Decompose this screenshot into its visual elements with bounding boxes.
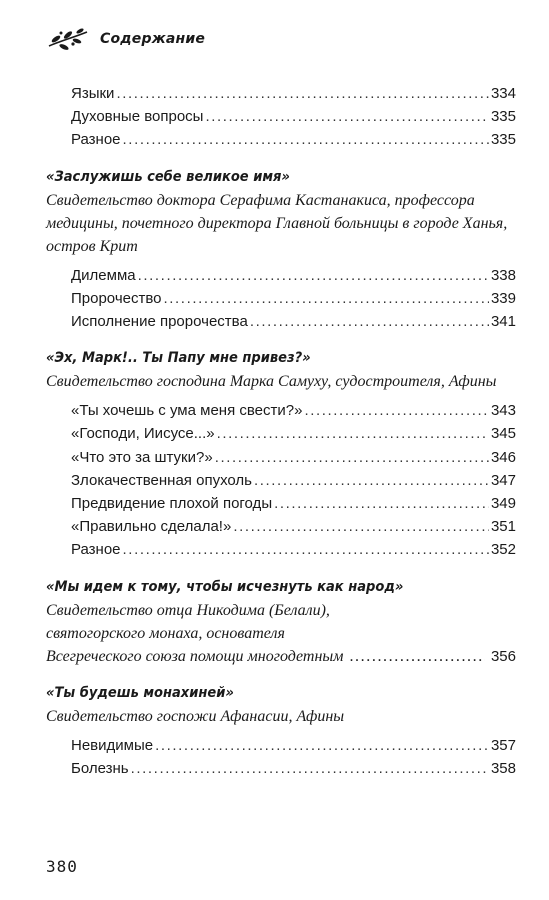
- toc-page-number: 343: [490, 402, 516, 420]
- dot-leader: [123, 538, 489, 561]
- toc-section: [46, 682, 516, 780]
- dot-leader: [155, 734, 489, 757]
- toc-page-number: 352: [490, 541, 516, 559]
- dot-leader: [274, 492, 489, 515]
- toc-section: [46, 576, 516, 668]
- toc-row[interactable]: [46, 310, 516, 333]
- toc-section: [46, 166, 516, 334]
- toc-row[interactable]: [46, 492, 516, 515]
- dot-leader: [304, 399, 489, 422]
- toc-page-number: 345: [490, 425, 516, 443]
- dot-leader: [250, 310, 489, 333]
- toc-intro-block: [46, 82, 516, 152]
- dot-leader: [138, 264, 489, 287]
- running-header: [46, 26, 205, 52]
- toc-row[interactable]: [46, 287, 516, 310]
- toc-entry-label: Исполнение пророчества: [71, 313, 248, 331]
- toc-page-number: 357: [490, 736, 516, 754]
- section-subtitle: Свидетельство доктора Серафима Кастанакиса, профессора медицины, почетного директора Главной больницы в городе Ханья, остров Крит: [46, 191, 508, 255]
- toc-page-number: 351: [490, 518, 516, 536]
- toc-entry-label: Разное: [71, 541, 121, 559]
- toc-page-number: 339: [490, 289, 516, 307]
- toc-row[interactable]: [46, 757, 516, 780]
- toc-page-number: 356: [490, 647, 516, 665]
- toc-page-number: 349: [490, 495, 516, 513]
- toc-entry-label: Злокачественная опухоль: [71, 471, 252, 489]
- dot-leader: [215, 446, 489, 469]
- toc-row[interactable]: [46, 128, 516, 151]
- toc-page-number: 338: [490, 266, 516, 284]
- dot-leader: [164, 287, 489, 310]
- toc-entry-label: Болезнь: [71, 759, 129, 777]
- toc-row[interactable]: [46, 105, 516, 128]
- toc-page-number: 334: [490, 85, 516, 102]
- toc-entry-label: «Правильно сделала!»: [71, 518, 232, 536]
- toc-row[interactable]: [46, 538, 516, 561]
- toc-entry-label: «Господи, Иисусе...»: [71, 425, 215, 443]
- toc-row[interactable]: [46, 645, 516, 668]
- subtitle-line: Всегреческого союза помощи многодетным: [46, 647, 344, 665]
- toc-section: [46, 347, 516, 561]
- toc-entry-label: Языки: [71, 85, 115, 102]
- toc-entry-label: Пророчество: [71, 289, 162, 307]
- toc-page-number: 335: [490, 108, 516, 126]
- toc-row[interactable]: [46, 469, 516, 492]
- toc-row[interactable]: [46, 734, 516, 757]
- toc-page-number: 335: [490, 131, 516, 149]
- section-title[interactable]: «Заслужишь себе великое имя»: [46, 168, 290, 185]
- toc-entry-label: Разное: [71, 131, 121, 149]
- toc-row[interactable]: [46, 399, 516, 422]
- table-of-contents: [46, 82, 516, 790]
- toc-entry-label: «Что это за штуки?»: [71, 448, 213, 466]
- page-number: 380: [46, 857, 78, 876]
- toc-entry-label: «Ты хочешь с ума меня свести?»: [71, 402, 303, 420]
- section-title[interactable]: «Ты будешь монахиней»: [46, 684, 234, 701]
- subtitle-line: святогорского монаха, основателя: [46, 624, 285, 642]
- dot-leader: [116, 82, 489, 105]
- toc-page-number: 346: [490, 448, 516, 466]
- subtitle-line: Свидетельство отца Никодима (Белали),: [46, 601, 330, 619]
- toc-row[interactable]: [46, 422, 516, 445]
- toc-entry-label: Духовные вопросы: [71, 108, 204, 126]
- toc-page-number: 341: [490, 313, 516, 331]
- dot-leader: [217, 422, 489, 445]
- dot-leader: [254, 469, 489, 492]
- dot-leader: [131, 757, 489, 780]
- section-title[interactable]: «Мы идем к тому, чтобы исчезнуть как народ»: [46, 578, 404, 595]
- dot-leader: [205, 105, 489, 128]
- toc-row[interactable]: [46, 82, 516, 105]
- toc-page-number: 358: [490, 759, 516, 777]
- toc-entry-label: Предвидение плохой погоды: [71, 495, 273, 513]
- toc-page-number: 347: [490, 471, 516, 489]
- section-subtitle: [46, 599, 516, 645]
- header-title: Содержание: [100, 31, 206, 47]
- toc-entry-label: Невидимые: [71, 736, 154, 754]
- dot-leader: [233, 515, 489, 538]
- toc-entry-label: Дилемма: [71, 266, 136, 284]
- dot-leader: [123, 128, 489, 151]
- dot-leader: [349, 645, 485, 668]
- toc-row[interactable]: [46, 515, 516, 538]
- toc-row[interactable]: [46, 264, 516, 287]
- toc-row[interactable]: [46, 446, 516, 469]
- olive-branch-icon: [46, 26, 90, 52]
- section-subtitle: Свидетельство господина Марка Самуху, судостроителя, Афины: [46, 373, 497, 391]
- section-title[interactable]: «Эх, Марк!.. Ты Папу мне привез?»: [46, 350, 311, 367]
- section-subtitle: Свидетельство госпожи Афанасии, Афины: [46, 707, 345, 725]
